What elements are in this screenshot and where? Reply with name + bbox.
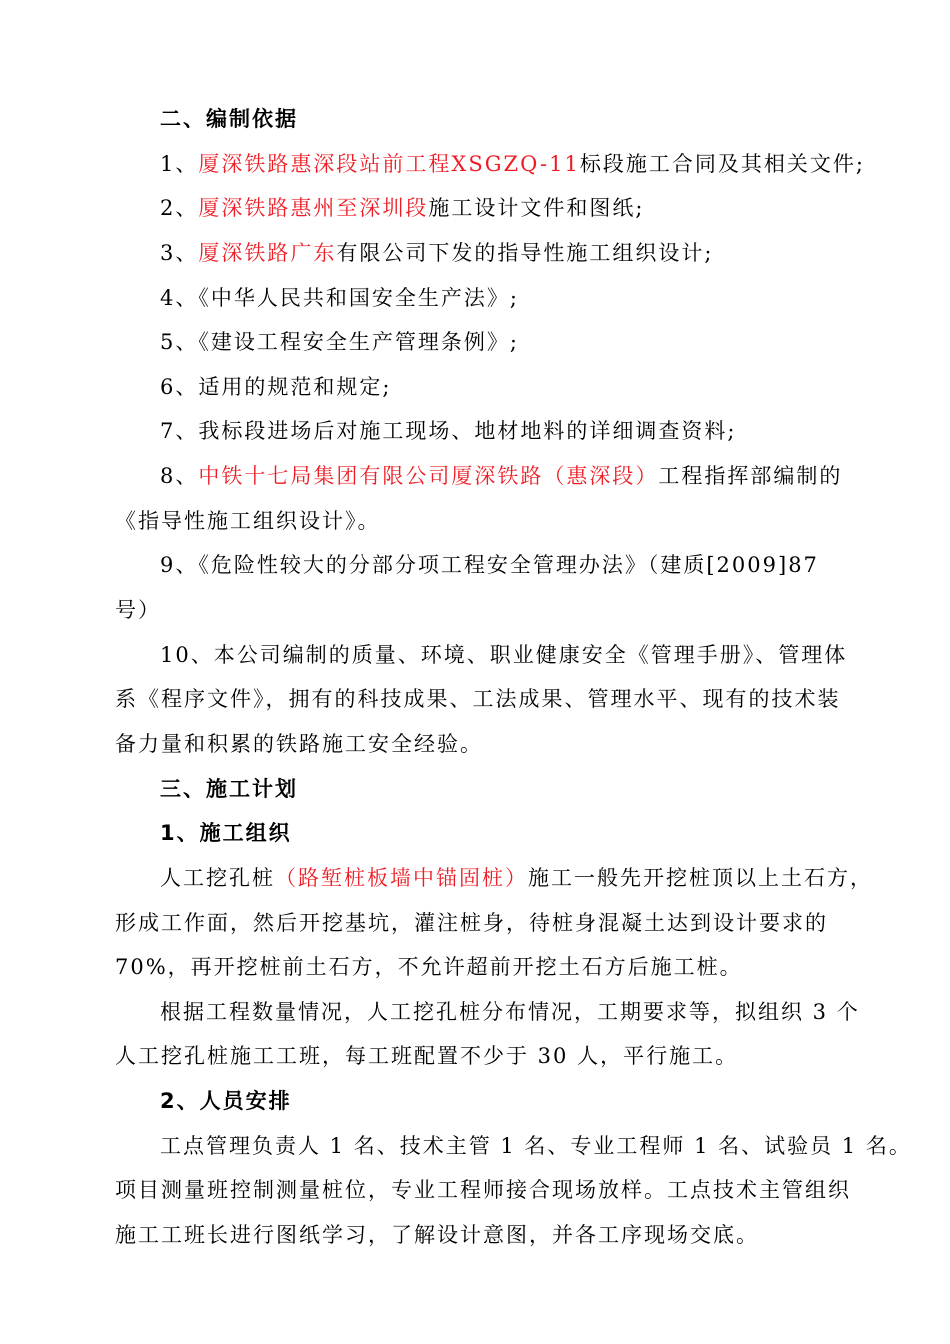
- staffing-paragraph-line-3: 施工工班长进行图纸学习，了解设计意图，并各工序现场交底。: [115, 1223, 759, 1247]
- item-text: 《建设工程安全生产管理条例》;: [198, 330, 519, 354]
- item-text: 有限公司下发的指导性施工组织设计;: [336, 241, 714, 265]
- item-number: 8、: [160, 464, 199, 488]
- basis-item-10-line-2: 系《程序文件》，拥有的科技成果、工法成果、管理水平、现有的技术装: [115, 687, 841, 711]
- staffing-paragraph-line-1: 工点管理负责人 1 名、技术主管 1 名、专业工程师 1 名、试验员 1 名。: [160, 1134, 912, 1158]
- basis-item-10-line-3: 备力量和积累的铁路施工安全经验。: [115, 732, 483, 756]
- basis-item-4: [160, 283, 519, 313]
- basis-item-9-line-1: 9、《危险性较大的分部分项工程安全管理办法》（建质[2009]87: [160, 553, 819, 577]
- section-heading-plan: 三、施工计划: [160, 777, 298, 801]
- basis-item-6: [160, 372, 391, 402]
- organization-paragraph-1-line-3: 70%，再开挖桩前土石方，不允许超前开挖土石方后施工桩。: [115, 955, 743, 979]
- organization-paragraph-2-line-1: 根据工程数量情况，人工挖孔桩分布情况，工期要求等，拟组织 3 个: [160, 1000, 860, 1024]
- highlighted-text: 厦深铁路惠州至深圳段: [198, 196, 429, 220]
- basis-item-3: [160, 238, 713, 268]
- paragraph-text: 人工挖孔桩: [160, 866, 275, 890]
- paragraph-text: 施工一般先开挖桩顶以上土石方，: [528, 866, 873, 890]
- subsection-heading-staffing: 2、人员安排: [160, 1089, 292, 1113]
- item-text: 标段施工合同及其相关文件;: [579, 152, 865, 176]
- basis-item-7: [160, 416, 736, 446]
- item-text: 《中华人民共和国安全生产法》;: [198, 286, 519, 310]
- highlighted-text: 中铁十七局集团有限公司厦深铁路（惠深段）: [198, 464, 659, 488]
- highlighted-text: 厦深铁路广东: [198, 241, 337, 265]
- item-number: 7、: [160, 419, 199, 443]
- item-number: 2、: [160, 196, 199, 220]
- item-text: 适用的规范和规定;: [198, 375, 392, 399]
- organization-paragraph-1-line-1: [160, 863, 873, 893]
- highlighted-text: （路堑桩板墙中锚固桩）: [275, 866, 528, 890]
- organization-paragraph-2-line-2: 人工挖孔桩施工工班，每工班配置不少于 30 人，平行施工。: [115, 1044, 739, 1068]
- section-heading-basis: 二、编制依据: [160, 107, 298, 131]
- item-text: 我标段进场后对施工现场、地材地料的详细调查资料;: [198, 419, 737, 443]
- basis-item-8-line-1: [160, 461, 842, 491]
- staffing-paragraph-line-2: 项目测量班控制测量桩位，专业工程师接合现场放样。工点技术主管组织: [115, 1178, 851, 1202]
- basis-item-10-line-1: 10、本公司编制的质量、环境、职业健康安全《管理手册》、管理体: [160, 643, 848, 667]
- subsection-heading-organization: 1、施工组织: [160, 821, 292, 845]
- item-number: 3、: [160, 241, 199, 265]
- item-text: 施工设计文件和图纸;: [428, 196, 645, 220]
- basis-item-5: [160, 327, 519, 357]
- basis-item-2: [160, 193, 644, 223]
- highlighted-text: 厦深铁路惠深段站前工程XSGZQ-11: [198, 152, 580, 176]
- item-number: 6、: [160, 375, 199, 399]
- basis-item-8-line-2: 《指导性施工组织设计》。: [115, 509, 381, 533]
- basis-item-9-line-2: 号）: [115, 598, 161, 622]
- organization-paragraph-1-line-2: 形成工作面，然后开挖基坑，灌注桩身，待桩身混凝土达到设计要求的: [115, 911, 828, 935]
- basis-item-1: [160, 149, 865, 179]
- item-number: 1、: [160, 152, 199, 176]
- item-number: 5、: [160, 330, 199, 354]
- item-text: 工程指挥部编制的: [658, 464, 843, 488]
- item-number: 4、: [160, 286, 199, 310]
